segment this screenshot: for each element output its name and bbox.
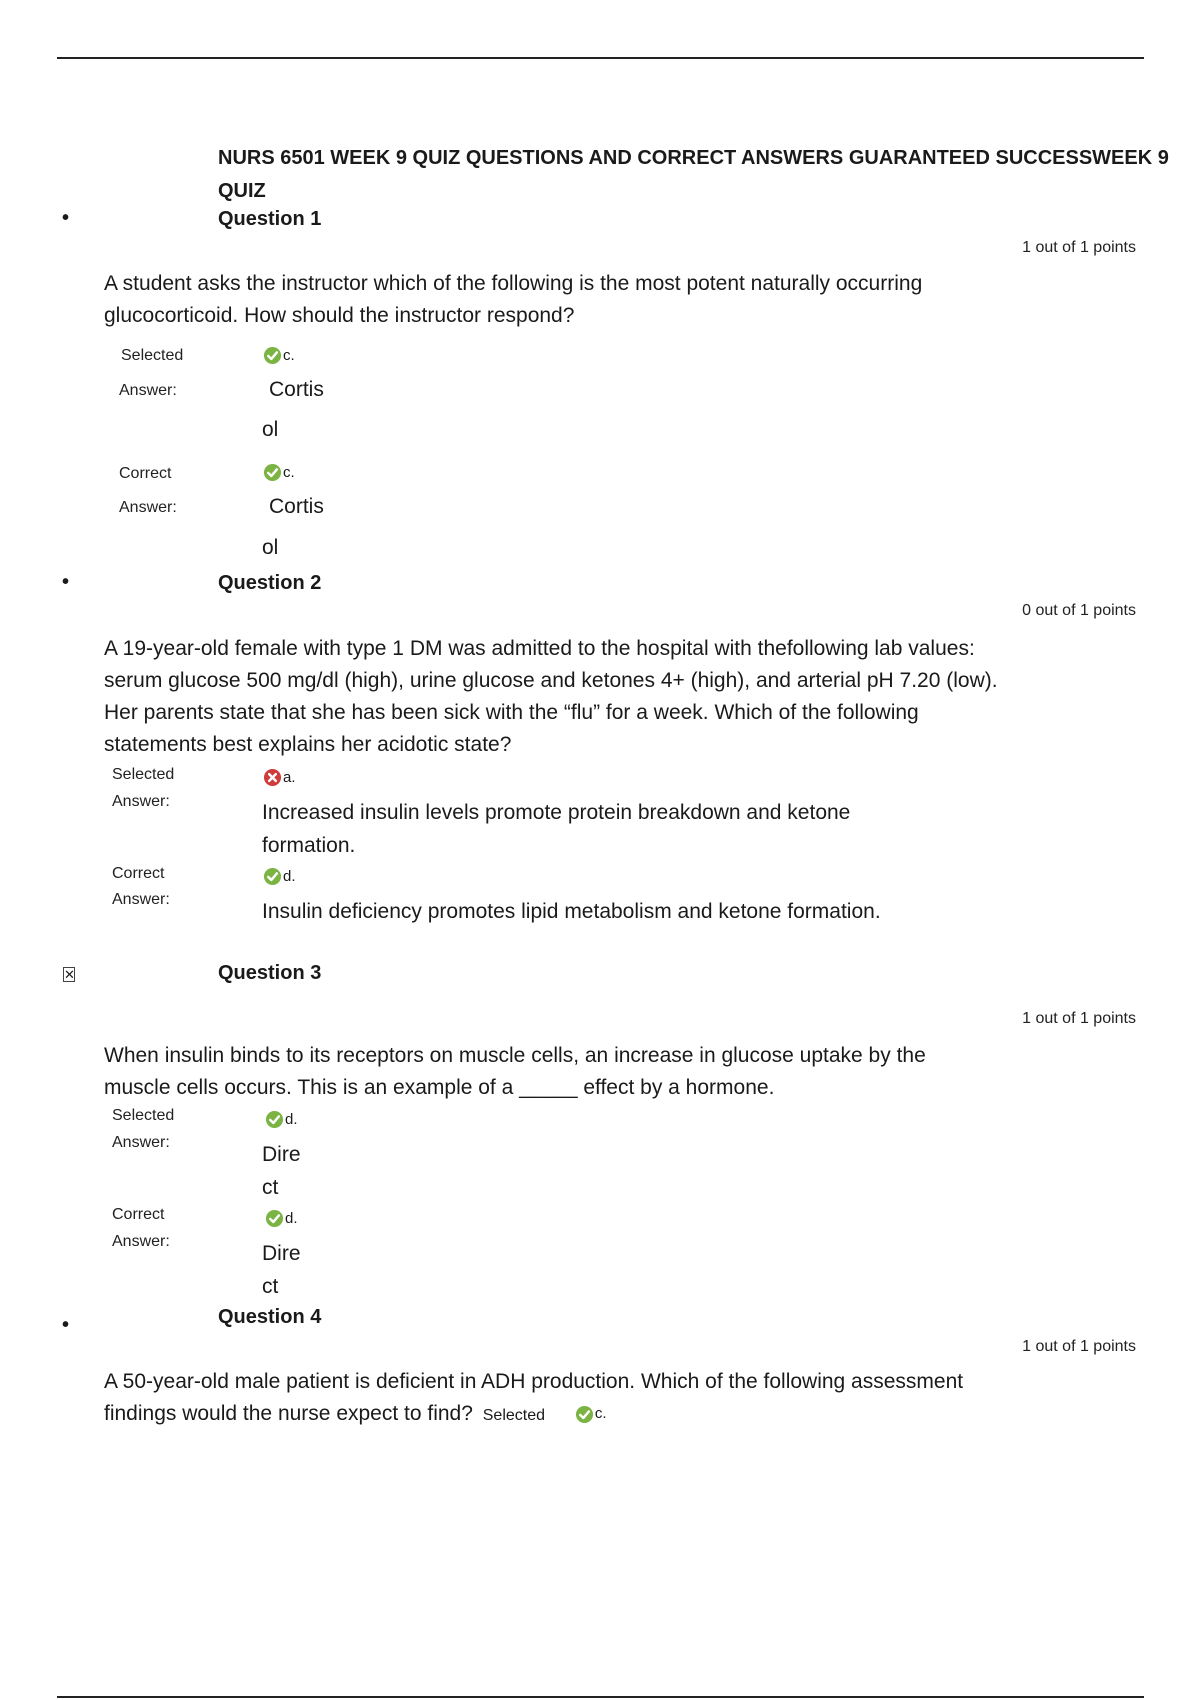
q3-correct-answer-line-2: ct bbox=[262, 1275, 279, 1298]
q2-correct-answer-label: Answer: bbox=[112, 891, 170, 908]
q4-selected-letter: c. bbox=[594, 1405, 607, 1423]
bullet-q2: • bbox=[62, 571, 70, 593]
q1-correct-answer-line-1: Cortis bbox=[269, 495, 324, 518]
q3-selected-label: Selected bbox=[112, 1107, 175, 1124]
q2-correct-label: Correct bbox=[112, 865, 165, 882]
bottom-rule bbox=[57, 1696, 1144, 1698]
question-3-text: When insulin binds to its receptors on muscle cells, an increase in glucose uptake by the muscle cells occurs. This is an example of a _____ effect by a hormone. bbox=[104, 1044, 926, 1099]
q4-selected-mark bbox=[575, 1398, 607, 1430]
q1-correct-answer-label: Answer: bbox=[119, 499, 177, 516]
q2-selected-letter: a. bbox=[283, 769, 296, 786]
title-line-1: NURS 6501 WEEK 9 QUIZ QUESTIONS AND CORRECT ANSWERS GUARANTEED SUCCESSWEEK 9 bbox=[218, 147, 1169, 169]
missing-image-icon: ✕ bbox=[64, 967, 75, 982]
q3-selected-letter: d. bbox=[285, 1111, 298, 1128]
title-line-2: QUIZ bbox=[218, 180, 266, 202]
bullet-q4: • bbox=[62, 1314, 70, 1336]
x-icon bbox=[263, 768, 282, 787]
question-4-points: 1 out of 1 points bbox=[1022, 1338, 1136, 1355]
check-icon bbox=[263, 346, 282, 365]
q3-selected-answer-line-2: ct bbox=[262, 1176, 279, 1199]
q1-selected-letter: c. bbox=[283, 347, 295, 364]
q1-selected-answer-line-1: Cortis bbox=[269, 378, 324, 401]
q2-selected-label: Selected bbox=[112, 766, 175, 783]
q2-correct-letter: d. bbox=[283, 868, 296, 885]
question-3-points: 1 out of 1 points bbox=[1022, 1010, 1136, 1027]
q3-correct-answer-label: Answer: bbox=[112, 1233, 170, 1250]
check-icon bbox=[263, 463, 282, 482]
question-4-text-body: A 50-year-old male patient is deficient in ADH production. Which of the following assessment findings would the nurse expect to find? bbox=[104, 1370, 964, 1425]
q3-correct-mark bbox=[265, 1209, 298, 1228]
question-1-points: 1 out of 1 points bbox=[1022, 239, 1136, 256]
q3-selected-mark bbox=[265, 1110, 298, 1129]
question-2-points: 0 out of 1 points bbox=[1022, 602, 1136, 619]
question-1-text: A student asks the instructor which of the following is the most potent naturally occurring glucocorticoid. How should the instructor respond? bbox=[104, 272, 923, 327]
q3-answer-label: Answer: bbox=[112, 1134, 170, 1151]
check-icon bbox=[575, 1405, 594, 1424]
q2-selected-answer-line-1: Increased insulin levels promote protein breakdown and ketone bbox=[262, 801, 851, 824]
question-4-text bbox=[104, 1366, 964, 1432]
q3-correct-label: Correct bbox=[112, 1206, 165, 1223]
q2-selected-mark bbox=[263, 768, 296, 787]
q3-correct-letter: d. bbox=[285, 1210, 298, 1227]
q1-answer-label: Answer: bbox=[119, 382, 177, 399]
question-3-heading: Question 3 bbox=[218, 962, 322, 984]
check-icon bbox=[263, 867, 282, 886]
q2-selected-answer-line-2: formation. bbox=[262, 834, 356, 857]
q1-selected-mark bbox=[263, 346, 295, 365]
q2-correct-answer-line-1: Insulin deficiency promotes lipid metabolism and ketone formation. bbox=[262, 900, 881, 923]
bullet-q1: • bbox=[62, 207, 70, 229]
q1-selected-answer-line-2: ol bbox=[262, 418, 279, 441]
document-title bbox=[218, 142, 1169, 208]
q2-correct-mark bbox=[263, 867, 296, 886]
q3-selected-answer-line-1: Dire bbox=[262, 1143, 301, 1166]
q1-correct-answer-line-2: ol bbox=[262, 536, 279, 559]
q1-correct-label: Correct bbox=[119, 465, 172, 482]
question-1-heading: Question 1 bbox=[218, 208, 322, 230]
question-4-heading: Question 4 bbox=[218, 1306, 322, 1328]
check-icon bbox=[265, 1209, 284, 1228]
q4-selected-label: Selected bbox=[482, 1407, 546, 1424]
q1-correct-letter: c. bbox=[283, 464, 295, 481]
q2-answer-label: Answer: bbox=[112, 793, 170, 810]
check-icon bbox=[265, 1110, 284, 1129]
question-2-text: A 19-year-old female with type 1 DM was admitted to the hospital with thefollowing lab values: serum glucose 500 mg/dl (high), urine glucose and ketones 4+ (high), and arterial pH 7.20 (low). Her parents state that she has been sick with the “flu” for a week. Which of the following statements best explains her acidotic state? bbox=[104, 637, 998, 756]
q1-selected-label: Selected bbox=[121, 347, 184, 364]
q3-correct-answer-line-1: Dire bbox=[262, 1242, 301, 1265]
q1-correct-mark bbox=[263, 463, 295, 482]
question-2-heading: Question 2 bbox=[218, 572, 322, 594]
top-rule bbox=[57, 57, 1144, 59]
